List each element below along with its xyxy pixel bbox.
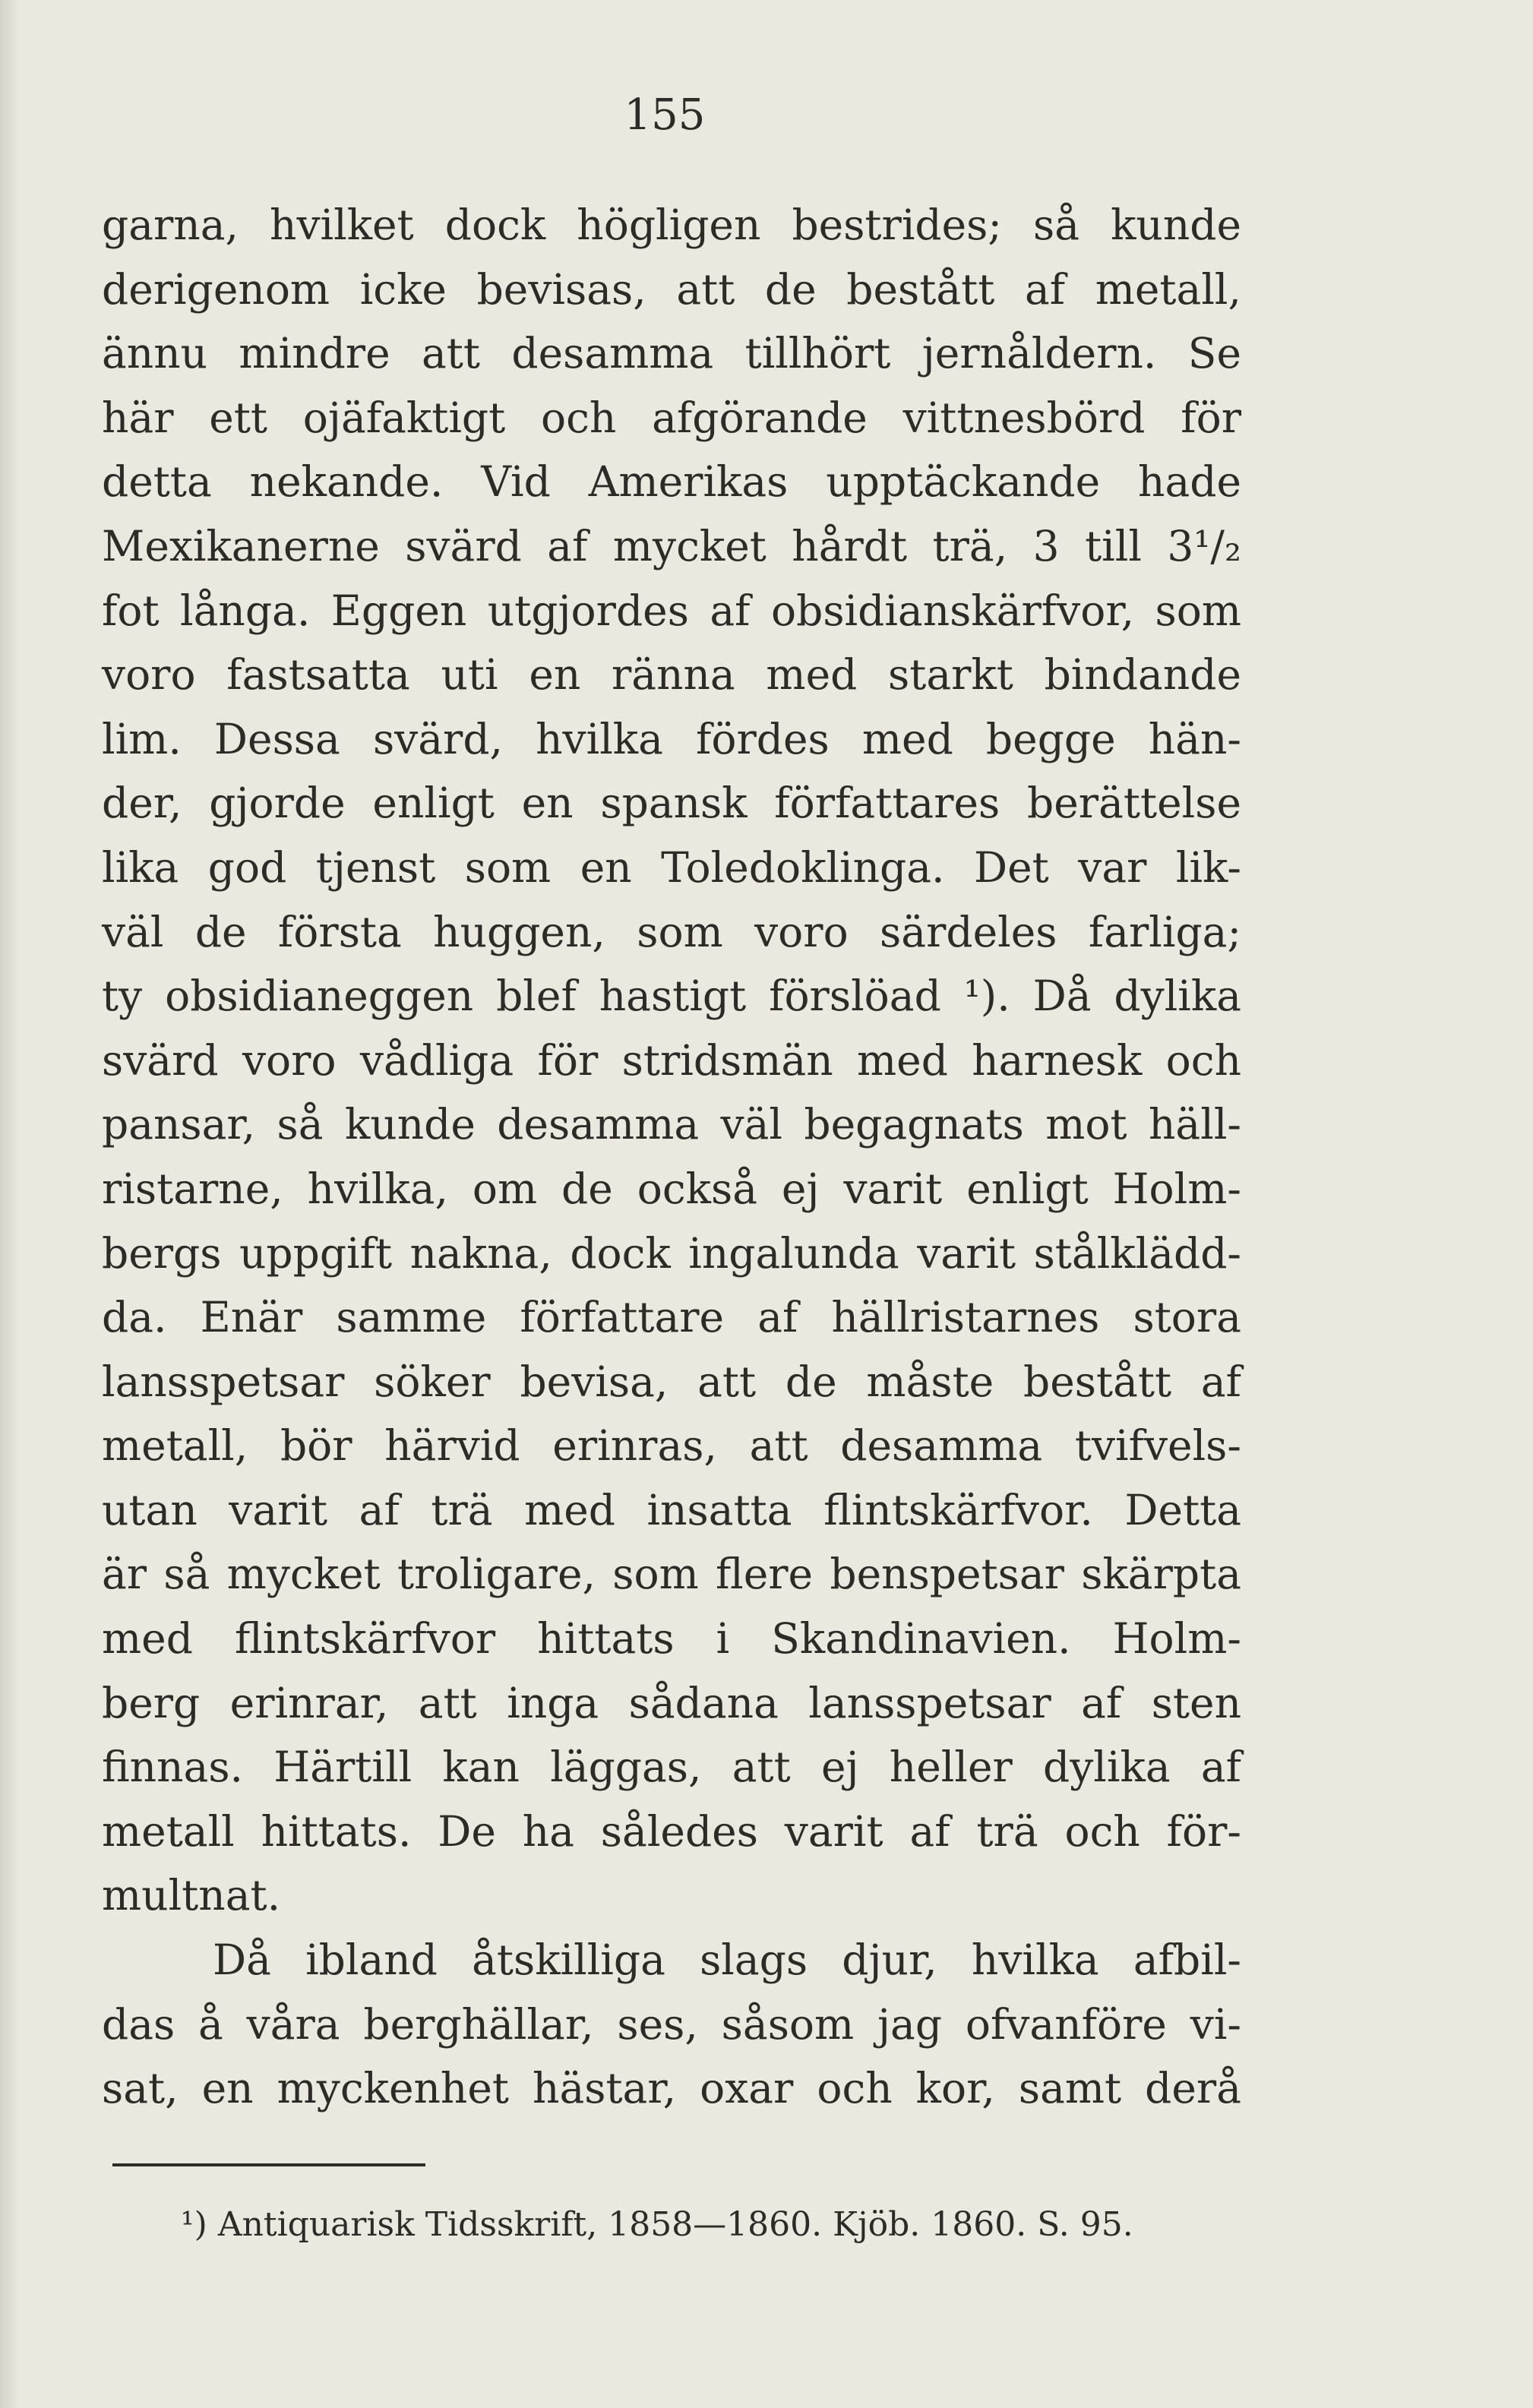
- text-line: svärd voro vådliga för stridsmän med harnesk och: [102, 1035, 1241, 1085]
- text-line: Mexikanerne svärd af mycket hårdt trä, 3 till 3¹/₂: [102, 521, 1241, 570]
- page-edge-shadow: [0, 0, 20, 2408]
- text-line: voro fastsatta uti en ränna med starkt bindande: [102, 650, 1241, 700]
- text-line: finnas. Härtill kan läggas, att ej heller dylika af: [102, 1743, 1241, 1792]
- footnote: [181, 2201, 1133, 2249]
- text-line: garna, hvilket dock högligen bestrides; så kunde: [102, 201, 1241, 249]
- text-line: ty obsidianeggen blef hastigt förslöad ¹). Då dylika: [102, 972, 1241, 1021]
- text-line: lika god tjenst som en Toledoklinga. Det var lik-: [102, 842, 1241, 892]
- text-line: detta nekande. Vid Amerikas upptäckande hade: [102, 457, 1241, 507]
- text-line: das å våra berghällar, ses, såsom jag ofvanföre vi-: [102, 1999, 1241, 2049]
- paragraph-end-line: multnat.: [102, 1871, 281, 1920]
- text-line: berg erinrar, att inga sådana lansspetsar af sten: [102, 1678, 1241, 1727]
- text-line: ännu mindre att desamma tillhört jernåldern. Se: [102, 329, 1241, 378]
- page-number: 155: [624, 90, 706, 140]
- text-line: lim. Dessa svärd, hvilka fördes med begge hän-: [102, 714, 1241, 763]
- text-line: är så mycket troligare, som flere benspetsar skärpta: [102, 1550, 1241, 1599]
- footnote-marker: ¹): [181, 2205, 207, 2244]
- text-line: sat, en myckenhet hästar, oxar och kor, samt derå: [102, 2064, 1241, 2113]
- text-line: här ett ojäfaktigt och afgörande vittnesbörd för: [102, 393, 1241, 442]
- text-line: utan varit af trä med insatta flintskärfvor. Detta: [102, 1485, 1241, 1534]
- text-line: väl de första huggen, som voro särdeles farliga;: [102, 907, 1241, 956]
- footnote-rule: [112, 2163, 425, 2166]
- text-line: med flintskärfvor hittats i Skandinavien. Holm-: [102, 1614, 1241, 1664]
- text-line: metall, bör härvid erinras, att desamma tvifvels-: [102, 1421, 1241, 1471]
- text-line: derigenom icke bevisas, att de bestått af metall,: [102, 264, 1241, 314]
- text-line: bergs uppgift nakna, dock ingalunda varit stålklädd-: [102, 1228, 1241, 1278]
- paragraph-start-line: Då ibland åtskilliga slags djur, hvilka afbil-: [213, 1936, 1241, 1985]
- body-text: [102, 193, 1241, 2121]
- text-line: der, gjorde enligt en spansk författares berättelse: [102, 779, 1241, 828]
- text-line: ristarne, hvilka, om de också ej varit enligt Holm-: [102, 1164, 1241, 1213]
- text-line: lansspetsar söker bevisa, att de måste bestått af: [102, 1357, 1241, 1406]
- text-line: pansar, så kunde desamma väl begagnats mot häll-: [102, 1100, 1241, 1149]
- text-line: da. Enär samme författare af hällristarnes stora: [102, 1293, 1241, 1342]
- text-line: fot långa. Eggen utgjordes af obsidianskärfvor, som: [102, 586, 1241, 635]
- text-line: metall hittats. De ha således varit af trä och för-: [102, 1806, 1241, 1856]
- footnote-text: Antiquarisk Tidsskrift, 1858—1860. Kjöb. 1860. S. 95.: [217, 2205, 1133, 2244]
